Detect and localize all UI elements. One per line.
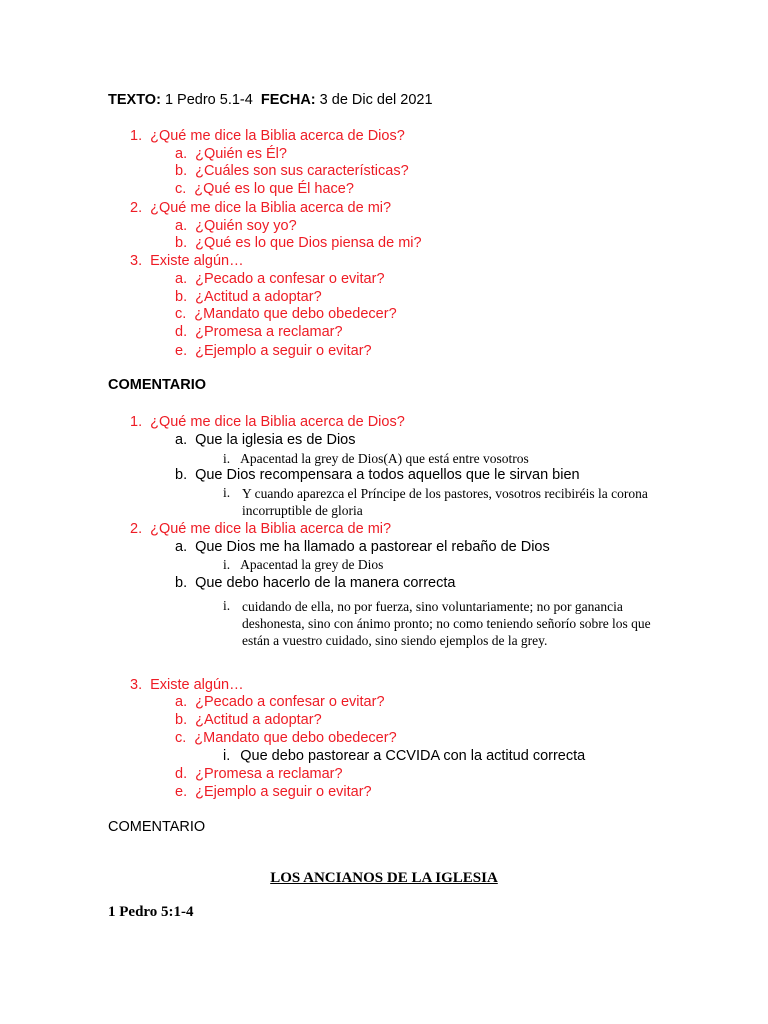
question-2a: a. ¿Quién soy yo? (175, 218, 297, 234)
comentario-3d: d. ¿Promesa a reclamar? (175, 766, 343, 782)
fecha-label: FECHA: (260, 92, 316, 108)
question-3d: d. ¿Promesa a reclamar? (175, 324, 343, 340)
question-1b: b. ¿Cuáles son sus características? (175, 163, 409, 179)
comentario-3c: c. ¿Mandato que debo obedecer? (175, 730, 397, 746)
question-2b: b. ¿Qué es lo que Dios piensa de mi? (175, 235, 422, 251)
comentario-2a-i: i. Apacentad la grey de Dios (223, 557, 384, 572)
question-3b: b. ¿Actitud a adoptar? (175, 289, 322, 305)
comentario-3c-i: i. Que debo pastorear a CCVIDA con la actitud correcta (223, 748, 586, 764)
reference: 1 Pedro 5:1-4 (108, 904, 194, 920)
question-1c: c. ¿Qué es lo que Él hace? (175, 181, 354, 197)
comentario-3b: b. ¿Actitud a adoptar? (175, 712, 322, 728)
comentario-2a: a. Que Dios me ha llamado a pastorear el rebaño de Dios (175, 539, 550, 555)
comentario-1b: b. Que Dios recompensara a todos aquellos que le sirvan bien (175, 467, 580, 483)
texto-label: TEXTO: (108, 92, 161, 108)
question-3e: e. ¿Ejemplo a seguir o evitar? (175, 343, 372, 359)
comentario-3e: e. ¿Ejemplo a seguir o evitar? (175, 784, 372, 800)
comentario-2: 2. ¿Qué me dice la Biblia acerca de mi? (130, 521, 392, 537)
comentario-2b: b. Que debo hacerlo de la manera correcta (175, 575, 456, 591)
comentario-heading: COMENTARIO (108, 377, 207, 393)
question-2: 2. ¿Qué me dice la Biblia acerca de mi? (130, 200, 392, 216)
header-line (108, 91, 433, 109)
question-1: 1. ¿Qué me dice la Biblia acerca de Dios? (130, 128, 405, 144)
comentario-2-heading: COMENTARIO (108, 819, 206, 835)
fecha-value: 3 de Dic del 2021 (319, 92, 433, 108)
comentario-3: 3. Existe algún… (130, 677, 244, 693)
question-3c: c. ¿Mandato que debo obedecer? (175, 306, 397, 322)
question-3: 3. Existe algún… (130, 253, 244, 269)
comentario-1: 1. ¿Qué me dice la Biblia acerca de Dios? (130, 414, 405, 430)
question-1a: a. ¿Quién es Él? (175, 146, 287, 162)
comentario-1a-i: i. Apacentad la grey de Dios(A) que está entre vosotros (223, 451, 529, 466)
section-title: LOS ANCIANOS DE LA IGLESIA (270, 870, 498, 886)
comentario-3a: a. ¿Pecado a confesar o evitar? (175, 694, 385, 710)
texto-value: 1 Pedro 5.1-4 (164, 92, 253, 108)
comentario-1a: a. Que la iglesia es de Dios (175, 432, 356, 448)
question-3a: a. ¿Pecado a confesar o evitar? (175, 271, 385, 287)
